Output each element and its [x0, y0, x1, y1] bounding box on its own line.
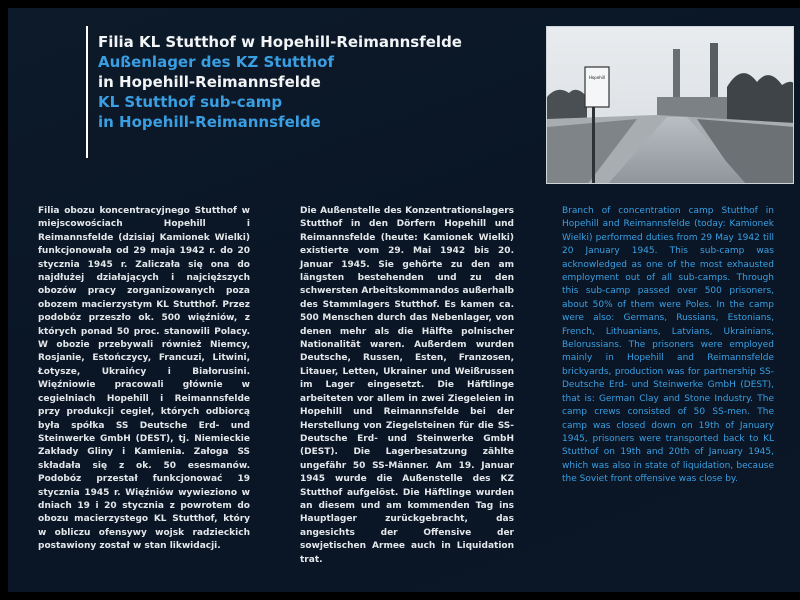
title-english-line-2: in Hopehill-Reimannsfelde [98, 113, 321, 131]
title-german-line-1: Außenlager des KZ Stutthof [98, 53, 335, 71]
title-vertical-rule [86, 26, 88, 158]
sign-board [585, 67, 609, 107]
title-block [98, 32, 462, 132]
historical-photo [546, 26, 794, 184]
text-german: Die Außenstelle des Konzentrationslagers Stutthof in den Dörfern Hopehill und Reimannsfelde (heute: Kamionek Wielki) existierte vom 29. Mai 1942 bis 20. Januar 1945. Sie gehörte zu den am längsten bestehenden und zu den schwersten Arbeitskommandos außerhalb des Stammlagers Stutthof. Es kamen ca. 500 Menschen durch das Nebenlager, von denen mehr als die Hälfte polnischer Nationalität waren. Außerdem wurden Deutsche, Russen, Esten, Franzosen, Litauer, Letten, Ukrainer und Weißrussen im Lager eingesetzt. Die Häftlinge arbeiteten vor allem in zwei Ziegeleien in Hopehill und Reimannsfelde bei der Herstellung von Ziegelsteinen für die SS-Deutsche Erd- und Steinwerke GmbH (DEST). Die Lagerbesatzung zählte ungefähr 50 SS-Männer. Am 19. Januar 1945 wurde die Außenstelle des KZ Stutthof aufgelöst. Die Häftlinge wurden an diesem und am kommenden Tag ins Hauptlager zurückgebracht, das angesichts der Offensive der sowjetischen Armee auch in Liquidation trat. [300, 206, 514, 565]
text-column-polish [38, 205, 250, 554]
text-column-english [562, 205, 774, 487]
title-german-line-2: in Hopehill-Reimannsfelde [98, 73, 321, 91]
title-english-line-1: KL Stutthof sub-camp [98, 93, 283, 111]
text-polish: Filia obozu koncentracyjnego Stutthof w miejscowościach Hopehill i Reimannsfelde (dzisiaj Kamionek Wielki) funkcjonowała od 29 maja 1942 r. do 20 stycznia 1945 r. Zaliczała się ona do najdłużej działających i najcięższych obozów pracy zorganizowanych poza obozem macierzystym KL Stutthof. Przez podobóz przeszło ok. 500 więźniów, z których ponad 50 proc. stanowili Polacy. W obozie przebywali również Niemcy, Rosjanie, Estończycy, Francuzi, Litwini, Łotysze, Ukraińcy i Białorusini. Więźniowie pracowali głównie w cegielniach Hopehill i Reimannsfelde przy produkcji cegieł, których odbiorcą była spółka SS Deutsche Erd- und Steinwerke GmbH (DEST), tj. Niemieckie Zakłady Gliny i Kamienia. Załoga SS składała się z ok. 50 esesmanów. Podobóz przestał funkcjonować 19 stycznia 1945 r. Więźniów wywieziono w dniach 19 i 20 stycznia z powrotem do obozu macierzystego KL Stutthof, który w obliczu ofensywy wojsk radzieckich postawiony został w stan likwidacji. [38, 206, 250, 552]
title-polish: Filia KL Stutthof w Hopehill-Reimannsfelde [98, 33, 462, 51]
text-column-german [300, 205, 514, 567]
trees-left [547, 90, 587, 122]
photo-illustration [547, 27, 794, 184]
text-english: Branch of concentration camp Stutthof in Hopehill and Reimannsfelde (today: Kamionek Wielki) performed duties from 29 May 1942 till 20 January 1945. This sub-camp was acknowledged as one of the most exhausted employment out of all sub-camps. Through this sub-camp passed over 500 prisoners, about 50% of them were Poles. In the camp were also: Germans, Russians, Estonians, French, Lithuanians, Latvians, Ukrainians, Belorussians. The prisoners were employed mainly in Hopehill and Reimannsfelde brickyards, production was for partnership SS-Deutsche Erd- und Steinwerke GmbH (DEST), that is: German Clay and Stone Industry. The camp crews consisted of 50 SS-men. The camp was closed down on 19th of January 1945, prisoners were transported back to KL Stutthof on 19th and 20th of January 1945, which was also in state of liquidation, because the Soviet front offensive was close by. [562, 206, 774, 485]
sign-text: Hopehill [588, 75, 606, 80]
